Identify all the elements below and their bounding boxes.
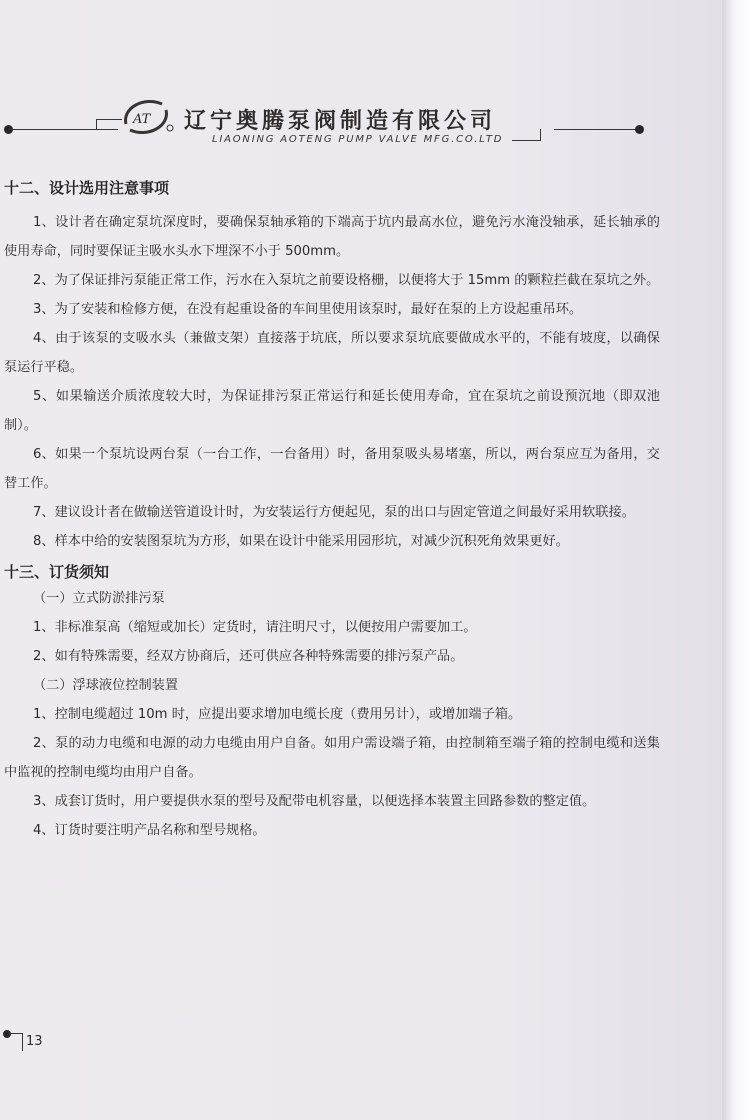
section-12-item: 7、建议设计者在做输送管道设计时，为安装运行方便起见，泵的出口与固定管道之间最好采用软联接。 [33, 505, 635, 520]
page-binding-edge [722, 0, 750, 1120]
header-dot-right [635, 125, 644, 134]
header-rule-left [8, 129, 118, 130]
company-name-cn: 辽宁奥腾泵阀制造有限公司 [184, 109, 497, 134]
subsection-2-item: 1、控制电缆超过 10m 时，应提出要求增加电缆长度（费用另计），或增加端子箱。 [33, 707, 522, 722]
subsection-1-item: 1、非标准泵高（缩短或加长）定货时，请注明尺寸，以便按用户需要加工。 [33, 620, 477, 635]
section-12-item: 1、设计者在确定泵坑深度时，要确保泵轴承箱的下端高于坑内最高水位，避免污水淹没轴承，延长轴承的使用寿命，同时要保证主吸水头水下埋深不小于 500mm。 [4, 215, 660, 259]
section-12-item: 2、为了保证排污泵能正常工作，污水在入泵坑之前要设格栅，以便将大于 15mm 的颗粒拦截在泵坑之外。 [33, 273, 660, 288]
section-12-item: 6、如果一个泵坑设两台泵（一台工作，一台备用）时，备用泵吸头易堵塞，所以，两台泵应互为备用，交替工作。 [4, 447, 660, 491]
footer-rule-vertical [22, 1033, 23, 1051]
subsection-1-heading: （一）立式防淤排污泵 [33, 591, 165, 606]
section-13-body [0, 584, 660, 845]
company-logo [118, 94, 174, 140]
header-rule-right [554, 129, 640, 130]
header-rule-right-step [540, 129, 541, 141]
subsection-2-heading: （二）浮球液位控制装置 [33, 678, 179, 693]
company-name-en: LIAONING AOTENG PUMP VALVE MFG.CO.LTD [212, 134, 504, 145]
section-13-title: 十三、订货须知 [4, 563, 110, 581]
header-rule-left-step [96, 119, 97, 130]
section-12-title: 十二、设计选用注意事项 [4, 179, 170, 197]
subsection-1-item: 2、如有特殊需要，经双方协商后，还可供应各种特殊需要的排污泵产品。 [33, 649, 464, 664]
page-number: 13 [26, 1034, 43, 1049]
page-content [0, 176, 660, 845]
section-12-item: 4、由于该泵的支吸水头（兼做支架）直接落于坑底，所以要求泵坑底要做成水平的，不能有坡度，以确保泵运行平稳。 [4, 331, 660, 375]
section-12-item: 5、如果输送介质浓度较大时，为保证排污泵正常运行和延长使用寿命，宜在泵坑之前设预沉地（即双池制）。 [4, 389, 660, 433]
header-rule-right-bottom [512, 140, 541, 141]
subsection-2-item: 4、订货时要注明产品名称和型号规格。 [33, 823, 266, 838]
section-12-body [0, 208, 660, 556]
section-12-item: 8、样本中给的安装图泵坑为方形，如果在设计中能采用园形坑，对减少沉积死角效果更好。 [33, 534, 569, 549]
footer-dot [3, 1030, 11, 1038]
page-header [0, 88, 722, 158]
subsection-2-item: 2、泵的动力电缆和电源的动力电缆由用户自备。如用户需设端子箱，由控制箱至端子箱的控制电缆和送集中监视的控制电缆均由用户自备。 [4, 736, 660, 780]
section-12-item: 3、为了安装和检修方便，在没有起重设备的车间里使用该泵时，最好在泵的上方设起重吊环。 [33, 302, 583, 317]
subsection-2-item: 3、成套订货时，用户要提供水泵的型号及配带电机容量，以便选择本装置主回路参数的整定值。 [33, 794, 596, 809]
footer-rule [8, 1033, 22, 1034]
logo-text: AT [133, 112, 151, 127]
